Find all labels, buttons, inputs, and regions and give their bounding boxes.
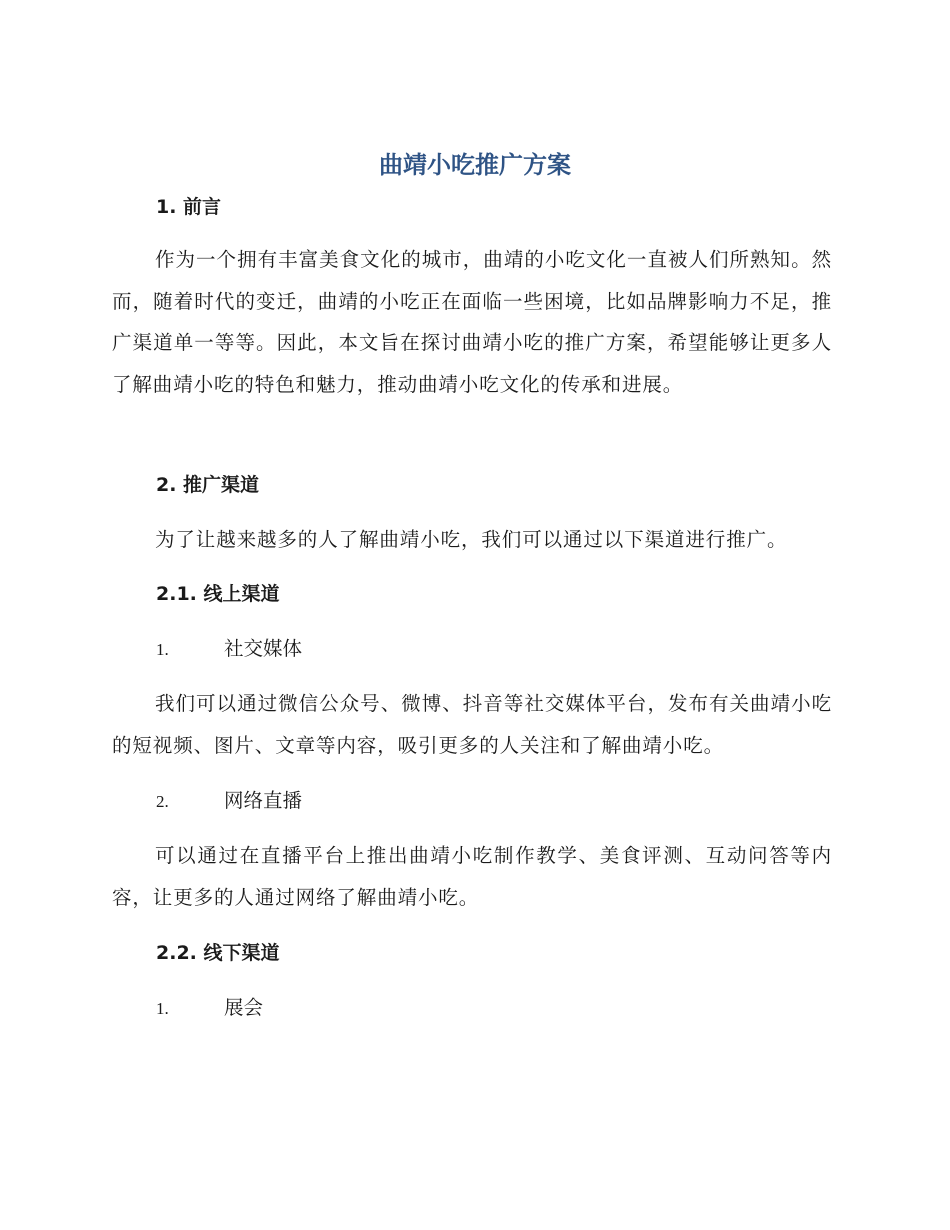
list-number: 1. (156, 999, 169, 1018)
list-item-exhibition (156, 994, 263, 1023)
list-number: 1. (156, 640, 169, 659)
social-media-paragraph: 我们可以通过微信公众号、微博、抖音等社交媒体平台，发布有关曲靖小吃的短视频、图片、文章等内容，吸引更多的人关注和了解曲靖小吃。 (112, 692, 832, 757)
list-item-social-media (156, 635, 302, 664)
list-number: 2. (156, 792, 169, 811)
list-item-label: 网络直播 (224, 789, 303, 812)
live-stream-paragraph: 可以通过在直播平台上推出曲靖小吃制作教学、美食评测、互动问答等内容，让更多的人通过网络了解曲靖小吃。 (112, 844, 832, 909)
section-heading-intro: 1. 前言 (156, 196, 222, 218)
list-item-live-stream (156, 787, 302, 816)
channels-paragraph: 为了让越来越多的人了解曲靖小吃，我们可以通过以下渠道进行推广。 (155, 528, 788, 551)
list-item-label: 社交媒体 (224, 637, 303, 660)
section-heading-offline: 2.2. 线下渠道 (156, 942, 280, 964)
list-item-label: 展会 (224, 996, 264, 1019)
section-heading-channels: 2. 推广渠道 (156, 474, 260, 496)
intro-paragraph: 作为一个拥有丰富美食文化的城市，曲靖的小吃文化一直被人们所熟知。然而，随着时代的变迁，曲靖的小吃正在面临一些困境，比如品牌影响力不足，推广渠道单一等等。因此，本文旨在探讨曲靖小吃的推广方案，希望能够让更多人了解曲靖小吃的特色和魅力，推动曲靖小吃文化的传承和进展。 (112, 248, 832, 396)
section-heading-online: 2.1. 线上渠道 (156, 583, 280, 605)
document-title: 曲靖小吃推广方案 (379, 151, 571, 179)
